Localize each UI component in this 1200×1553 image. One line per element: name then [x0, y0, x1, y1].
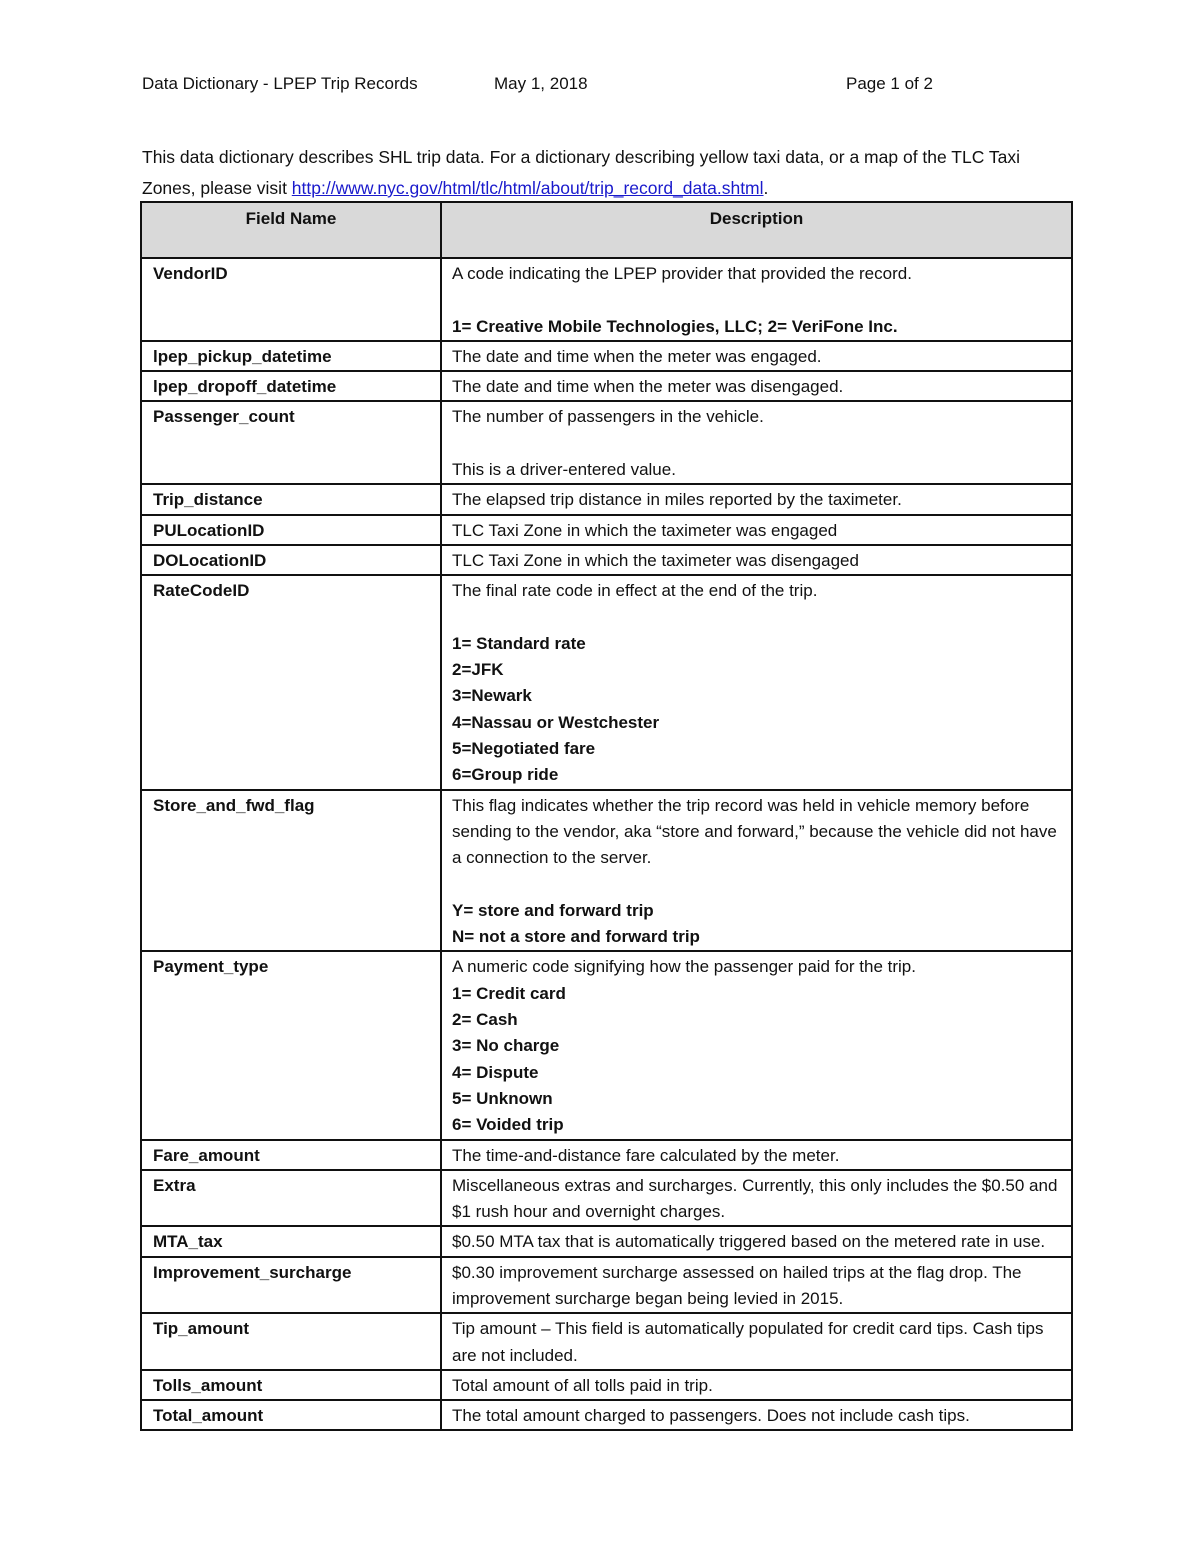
table-row — [141, 371, 1072, 401]
page-header — [142, 74, 1082, 98]
table-header-row — [141, 202, 1072, 258]
code-value: 5=Negotiated fare — [452, 739, 596, 759]
field-name-cell: Total_amount — [141, 1400, 441, 1430]
field-name-cell: Trip_distance — [141, 484, 441, 514]
description-text: TLC Taxi Zone in which the taximeter was engaged — [452, 520, 838, 540]
description-text: TLC Taxi Zone in which the taximeter was disengaged — [452, 550, 859, 570]
page-number: Page 1 of 2 — [846, 74, 933, 93]
description-cell — [441, 1370, 1072, 1400]
table-row — [141, 575, 1072, 789]
field-name-cell: lpep_pickup_datetime — [141, 341, 441, 371]
blank-line — [452, 872, 1061, 898]
code-value: 6=Group ride — [452, 765, 559, 785]
description-text: A numeric code signifying how the passenger paid for the trip. — [452, 957, 916, 977]
code-value: 1= Credit card — [452, 983, 566, 1003]
description-cell — [441, 951, 1072, 1139]
table-row — [141, 1257, 1072, 1314]
code-value: 3=Newark — [452, 686, 532, 706]
description-text: Miscellaneous extras and surcharges. Currently, this only includes the $0.50 and $1 rush hour and overnight charges. — [452, 1175, 1058, 1222]
field-name-cell: VendorID — [141, 258, 441, 341]
intro-text-end: . — [763, 178, 769, 198]
field-name-cell: RateCodeID — [141, 575, 441, 789]
table-row — [141, 1170, 1072, 1227]
field-name-cell: Extra — [141, 1170, 441, 1227]
description-text: The date and time when the meter was engaged. — [452, 346, 822, 366]
table-row — [141, 1400, 1072, 1430]
description-header: Description — [441, 202, 1072, 258]
trip-record-data-link[interactable]: http://www.nyc.gov/html/tlc/html/about/trip_record_data.shtml — [291, 178, 764, 198]
code-value: 6= Voided trip — [452, 1115, 564, 1135]
description-cell — [441, 401, 1072, 484]
table-row — [141, 790, 1072, 952]
description-cell — [441, 371, 1072, 401]
description-cell — [441, 1257, 1072, 1314]
field-name-cell: Tolls_amount — [141, 1370, 441, 1400]
table-body — [141, 258, 1072, 1430]
table-row — [141, 515, 1072, 545]
blank-line — [452, 431, 1061, 457]
code-value: 3= No charge — [452, 1036, 560, 1056]
description-text: The date and time when the meter was disengaged. — [452, 377, 844, 397]
field-name-cell: Improvement_surcharge — [141, 1257, 441, 1314]
table-row — [141, 545, 1072, 575]
description-cell — [441, 575, 1072, 789]
code-value: 2= Cash — [452, 1010, 518, 1030]
description-cell — [441, 1140, 1072, 1170]
field-name-cell: Passenger_count — [141, 401, 441, 484]
table-row — [141, 341, 1072, 371]
table-row — [141, 951, 1072, 1139]
field-name-header: Field Name — [141, 202, 441, 258]
code-value: N= not a store and forward trip — [452, 927, 700, 947]
description-text: The time-and-distance fare calculated by the meter. — [452, 1145, 840, 1165]
description-cell — [441, 484, 1072, 514]
description-note: This is a driver-entered value. — [452, 460, 676, 480]
intro-text: This data dictionary describes SHL trip data. For a dictionary describing yellow taxi data, or a map of the TLC Taxi Zones, please visit — [142, 147, 1021, 198]
document-date: May 1, 2018 — [494, 74, 588, 93]
description-text: $0.30 improvement surcharge assessed on hailed trips at the flag drop. The improvement surcharge began being levied in 2015. — [452, 1262, 1022, 1308]
field-name-cell: Fare_amount — [141, 1140, 441, 1170]
description-cell — [441, 1226, 1072, 1256]
field-name-cell: Tip_amount — [141, 1313, 441, 1370]
code-value: 1= Standard rate — [452, 633, 586, 653]
code-value: Y= store and forward trip — [452, 900, 654, 920]
field-name-cell: Store_and_fwd_flag — [141, 790, 441, 952]
blank-line — [452, 605, 1061, 631]
description-cell — [441, 341, 1072, 371]
field-name-cell: lpep_dropoff_datetime — [141, 371, 441, 401]
description-text: Tip amount – This field is automatically populated for credit card tips. Cash tips are not included. — [452, 1319, 1044, 1365]
description-text: The number of passengers in the vehicle. — [452, 407, 764, 427]
description-text: Total amount of all tolls paid in trip. — [452, 1375, 713, 1395]
table-row — [141, 1140, 1072, 1170]
code-value: 4=Nassau or Westchester — [452, 712, 660, 732]
description-text: This flag indicates whether the trip record was held in vehicle memory before sending to the vendor, aka “store and forward,” because the vehicle did not have a connection to the server. — [452, 795, 1057, 868]
code-value: 1= Creative Mobile Technologies, LLC; 2= VeriFone Inc. — [452, 316, 898, 336]
description-text: The final rate code in effect at the end of the trip. — [452, 581, 818, 601]
document-title: Data Dictionary - LPEP Trip Records — [142, 74, 418, 93]
description-text: $0.50 MTA tax that is automatically triggered based on the metered rate in use. — [452, 1232, 1046, 1252]
description-cell — [441, 258, 1072, 341]
code-value: 2=JFK — [452, 660, 504, 680]
field-name-cell: DOLocationID — [141, 545, 441, 575]
description-text: A code indicating the LPEP provider that provided the record. — [452, 264, 912, 283]
description-cell — [441, 1170, 1072, 1227]
field-name-cell: PULocationID — [141, 515, 441, 545]
description-cell — [441, 1400, 1072, 1430]
table-row — [141, 401, 1072, 484]
code-value: 5= Unknown — [452, 1088, 553, 1108]
description-text: The elapsed trip distance in miles reported by the taximeter. — [452, 490, 902, 510]
description-cell — [441, 545, 1072, 575]
blank-line — [452, 287, 1061, 313]
table-row — [141, 1313, 1072, 1370]
data-dictionary-table — [140, 201, 1073, 1431]
description-cell — [441, 790, 1072, 952]
description-cell — [441, 515, 1072, 545]
field-name-cell: Payment_type — [141, 951, 441, 1139]
code-value: 4= Dispute — [452, 1062, 539, 1082]
table-row — [141, 258, 1072, 341]
table-row — [141, 1226, 1072, 1256]
intro-paragraph — [142, 142, 1072, 204]
table-row — [141, 484, 1072, 514]
description-text: The total amount charged to passengers. Does not include cash tips. — [452, 1406, 970, 1426]
field-name-cell: MTA_tax — [141, 1226, 441, 1256]
table-row — [141, 1370, 1072, 1400]
description-cell — [441, 1313, 1072, 1370]
